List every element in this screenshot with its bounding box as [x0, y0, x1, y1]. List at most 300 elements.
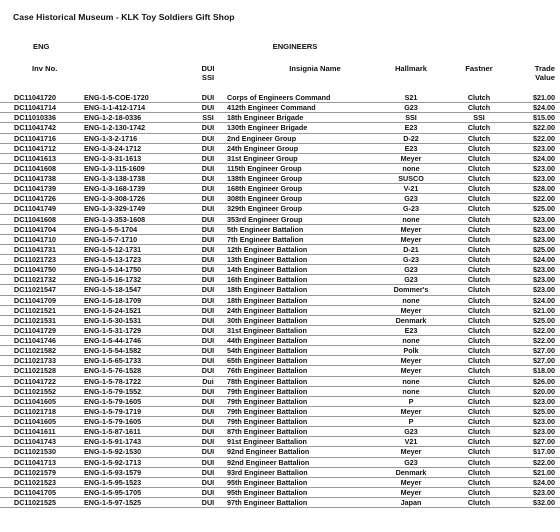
column-header-hallmark: Hallmark — [394, 64, 428, 73]
inv-number-cell: DC11021547 — [14, 285, 56, 295]
sku-cell: ENG-1-5-24-1521 — [84, 305, 142, 315]
hallmark-cell: Meyer — [400, 477, 422, 487]
fastener-cell: Clutch — [467, 244, 491, 254]
inv-number-cell: DC11041714 — [14, 103, 56, 113]
inv-number-cell: DC11021530 — [14, 447, 56, 457]
fastener-cell: Clutch — [467, 346, 491, 356]
sku-cell: ENG-1-5-79-1552 — [84, 386, 142, 396]
fastener-cell: Clutch — [467, 295, 491, 305]
insignia-type-cell: DUI — [201, 325, 215, 335]
inv-number-cell: DC11041605 — [14, 396, 56, 406]
fastener-cell: Clutch — [467, 163, 491, 173]
hallmark-cell: V-21 — [403, 184, 419, 194]
insignia-type-cell: DUI — [201, 255, 215, 264]
table-row — [0, 265, 560, 275]
inv-number-cell: DC11041743 — [14, 437, 56, 447]
fastener-cell: Clutch — [467, 234, 491, 244]
insignia-name-cell: 5th Engineer Battalion — [227, 224, 304, 234]
inv-number-cell: DC11041746 — [14, 336, 56, 345]
insignia-name-cell: Corps of Engineers Command — [227, 93, 331, 102]
column-header-fastener: Fastner — [465, 64, 493, 73]
hallmark-cell: Meyer — [400, 224, 422, 234]
hallmark-cell: Denmark — [395, 467, 427, 477]
fastener-cell: Clutch — [467, 376, 491, 386]
inv-number-cell: DC11041608 — [14, 214, 56, 224]
inv-number-cell: DC11041608 — [14, 163, 56, 173]
fastener-cell: Clutch — [467, 153, 491, 163]
fastener-cell: Clutch — [467, 325, 491, 335]
trade-value-cell: $25.00 — [533, 315, 555, 325]
inv-number-cell: DC11041739 — [14, 184, 56, 194]
insignia-name-cell: 412th Engineer Command — [227, 103, 316, 113]
fastener-cell: Clutch — [467, 336, 491, 345]
column-header-type: DUI SSI — [201, 64, 215, 82]
fastener-cell: Clutch — [467, 487, 491, 497]
fastener-cell: Clutch — [467, 427, 491, 437]
table-row — [0, 134, 560, 144]
inv-number-cell: DC11041713 — [14, 457, 56, 467]
fastener-cell: Clutch — [467, 406, 491, 416]
trade-value-cell: $22.00 — [533, 133, 555, 143]
inv-number-cell: DC11021718 — [14, 406, 56, 416]
inv-number-cell: DC11041605 — [14, 417, 56, 426]
fastener-cell: Clutch — [467, 498, 491, 507]
insignia-name-cell: 2nd Engineer Group — [227, 133, 297, 143]
fastener-cell: Clutch — [467, 224, 491, 234]
inv-number-cell: DC11021723 — [14, 255, 56, 264]
hallmark-cell: none — [402, 163, 420, 173]
sku-cell: ENG-1-5-18-1547 — [84, 285, 142, 295]
sku-cell: ENG-1-3-308-1726 — [84, 194, 146, 204]
insignia-type-cell: DUI — [201, 103, 215, 113]
hallmark-cell: P — [408, 396, 414, 406]
trade-value-cell: $21.00 — [533, 93, 555, 102]
insignia-name-cell: 78th Engineer Battalion — [227, 376, 308, 386]
hallmark-cell: Denmark — [395, 315, 427, 325]
sku-cell: ENG-1-5-92-1530 — [84, 447, 142, 457]
insignia-type-cell: DUI — [201, 315, 215, 325]
sku-cell: ENG-1-3-329-1749 — [84, 204, 146, 214]
hallmark-cell: P — [408, 417, 414, 426]
hallmark-cell: SSI — [405, 113, 417, 123]
hallmark-cell: G23 — [404, 194, 418, 204]
sku-cell: ENG-1-3-31-1613 — [84, 153, 142, 163]
fastener-cell: Clutch — [467, 315, 491, 325]
inv-number-cell: DC11041738 — [14, 174, 56, 183]
hallmark-cell: Meyer — [400, 305, 422, 315]
table-row — [0, 346, 560, 356]
insignia-type-cell: DUI — [201, 153, 215, 163]
inv-number-cell: DC11041613 — [14, 153, 56, 163]
insignia-type-cell: DUI — [201, 467, 215, 477]
inv-number-cell: DC11041722 — [14, 376, 56, 386]
table-row — [0, 275, 560, 285]
inv-number-cell: DC11021525 — [14, 498, 56, 507]
trade-value-cell: $22.00 — [533, 457, 555, 467]
insignia-name-cell: 18th Engineer Battalion — [227, 295, 308, 305]
inv-number-cell: DC11021582 — [14, 346, 56, 356]
trade-value-cell: $21.00 — [533, 467, 555, 477]
hallmark-cell: none — [402, 376, 420, 386]
inv-number-cell: DC11041712 — [14, 143, 56, 153]
table-row — [0, 468, 560, 478]
table-row — [0, 427, 560, 437]
hallmark-cell: G23 — [404, 265, 418, 275]
insignia-type-cell: DUI — [201, 244, 215, 254]
insignia-name-cell: 18th Engineer Battalion — [227, 285, 308, 295]
hallmark-cell: V21 — [404, 437, 418, 447]
insignia-name-cell: 65th Engineer Battalion — [227, 356, 308, 366]
table-row — [0, 447, 560, 457]
hallmark-cell: Meyer — [400, 153, 422, 163]
insignia-type-cell: DUI — [201, 133, 215, 143]
trade-value-cell: $24.00 — [533, 477, 555, 487]
sku-cell: ENG-1-5-7-1710 — [84, 234, 138, 244]
trade-value-cell: $23.00 — [533, 487, 555, 497]
insignia-type-cell: DUI — [201, 336, 215, 345]
insignia-name-cell: 54th Engineer Battalion — [227, 346, 308, 356]
inv-number-cell: DC11041726 — [14, 194, 56, 204]
insignia-type-cell: DUI — [201, 275, 215, 285]
fastener-cell: Clutch — [467, 417, 491, 426]
trade-value-cell: $23.00 — [533, 396, 555, 406]
insignia-name-cell: 92nd Engineer Battalion — [227, 457, 310, 467]
table-row — [0, 458, 560, 468]
insignia-type-cell: DUI — [201, 234, 215, 244]
trade-value-cell: $23.00 — [533, 163, 555, 173]
table-row — [0, 93, 560, 103]
insignia-type-cell: DUI — [201, 93, 215, 102]
fastener-cell: Clutch — [467, 103, 491, 113]
insignia-type-cell: DUI — [201, 285, 215, 295]
hallmark-cell: S21 — [404, 93, 418, 102]
insignia-type-cell: DUI — [201, 143, 215, 153]
sku-cell: ENG-1-5-79-1605 — [84, 396, 142, 406]
insignia-name-cell: 79th Engineer Battalion — [227, 396, 308, 406]
hallmark-cell: none — [402, 386, 420, 396]
insignia-type-cell: Dui — [202, 376, 214, 386]
trade-value-cell: $27.00 — [533, 437, 555, 447]
insignia-name-cell: 14th Engineer Battalion — [227, 265, 308, 275]
inv-number-cell: DC11041749 — [14, 204, 56, 214]
insignia-name-cell: 87th Engineer Battalion — [227, 427, 308, 437]
hallmark-cell: Meyer — [400, 487, 422, 497]
hallmark-cell: none — [402, 336, 420, 345]
fastener-cell: Clutch — [467, 93, 491, 102]
table-row — [0, 225, 560, 235]
insignia-type-cell: DUI — [201, 457, 215, 467]
column-header-price: Trade Value — [534, 64, 555, 82]
inv-number-cell: DC11021732 — [14, 275, 56, 285]
fastener-cell: Clutch — [467, 123, 491, 133]
sku-cell: ENG-1-5-12-1731 — [84, 244, 142, 254]
sku-cell: ENG-1-5-79-1605 — [84, 417, 142, 426]
sku-cell: ENG-1-3-2-1716 — [84, 133, 138, 143]
section-code: ENG — [33, 42, 50, 51]
insignia-name-cell: 329th Engineer Group — [227, 204, 303, 214]
trade-value-cell: $23.00 — [533, 275, 555, 285]
hallmark-cell: G-23 — [403, 204, 419, 214]
inv-number-cell: DC11041705 — [14, 487, 56, 497]
trade-value-cell: $27.00 — [533, 346, 555, 356]
insignia-name-cell: 91st Engineer Battalion — [227, 437, 307, 447]
table-row — [0, 235, 560, 245]
trade-value-cell: $23.00 — [533, 285, 555, 295]
table-row — [0, 387, 560, 397]
sku-cell: ENG-1-5-COE-1720 — [84, 93, 149, 102]
insignia-name-cell: 308th Engineer Group — [227, 194, 303, 204]
insignia-name-cell: 79th Engineer Battalion — [227, 406, 308, 416]
inv-number-cell: DC11021531 — [14, 315, 56, 325]
fastener-cell: Clutch — [467, 174, 491, 183]
trade-value-cell: $22.00 — [533, 123, 555, 133]
column-header-inv: Inv No. — [32, 64, 58, 73]
fastener-cell: Clutch — [467, 204, 491, 214]
column-header-name: Insignia Name — [289, 64, 341, 73]
table-row — [0, 296, 560, 306]
inv-number-cell: DC11041731 — [14, 244, 56, 254]
table-row — [0, 316, 560, 326]
inv-number-cell: DC11041742 — [14, 123, 56, 133]
insignia-type-cell: DUI — [201, 174, 215, 183]
insignia-name-cell: 138th Engineer Group — [227, 174, 303, 183]
page-title: Case Historical Museum - KLK Toy Soldiers Gift Shop — [13, 12, 235, 22]
insignia-name-cell: 16th Engineer Battalion — [227, 275, 308, 285]
section-title: ENGINEERS — [272, 42, 318, 51]
insignia-name-cell: 353rd Engineer Group — [227, 214, 303, 224]
trade-value-cell: $17.00 — [533, 447, 555, 457]
insignia-type-cell: DUI — [201, 366, 215, 376]
table-row — [0, 366, 560, 376]
insignia-name-cell: 13th Engineer Battalion — [227, 255, 308, 264]
insignia-type-cell: DUI — [201, 487, 215, 497]
trade-value-cell: $23.00 — [533, 234, 555, 244]
fastener-cell: Clutch — [467, 467, 491, 477]
inv-number-cell: DC11021523 — [14, 477, 56, 487]
insignia-type-cell: DUI — [201, 295, 215, 305]
trade-value-cell: $27.00 — [533, 356, 555, 366]
hallmark-cell: Meyer — [400, 406, 422, 416]
insignia-name-cell: 93rd Engineer Battalion — [227, 467, 308, 477]
insignia-name-cell: 79th Engineer Battalion — [227, 386, 308, 396]
trade-value-cell: $24.00 — [533, 295, 555, 305]
trade-value-cell: $24.00 — [533, 153, 555, 163]
trade-value-cell: $26.00 — [533, 376, 555, 386]
sku-cell: ENG-1-5-79-1719 — [84, 406, 142, 416]
sku-cell: ENG-1-2-18-0336 — [84, 113, 142, 123]
table-row — [0, 285, 560, 295]
table-row — [0, 478, 560, 488]
table-row — [0, 488, 560, 498]
insignia-name-cell: 95th Engineer Battalion — [227, 477, 308, 487]
trade-value-cell: $32.00 — [533, 498, 555, 507]
insignia-type-cell: DUI — [201, 417, 215, 426]
sku-cell: ENG-1-5-93-1579 — [84, 467, 142, 477]
table-row — [0, 194, 560, 204]
table-row — [0, 164, 560, 174]
fastener-cell: Clutch — [467, 457, 491, 467]
insignia-name-cell: 97th Engineer Battalion — [227, 498, 308, 507]
sku-cell: ENG-1-5-18-1709 — [84, 295, 142, 305]
sku-cell: ENG-1-5-16-1732 — [84, 275, 142, 285]
hallmark-cell: Meyer — [400, 356, 422, 366]
sku-cell: ENG-1-5-95-1705 — [84, 487, 142, 497]
inv-number-cell: DC11021552 — [14, 386, 56, 396]
table-row — [0, 215, 560, 225]
sku-cell: ENG-1-3-138-1738 — [84, 174, 146, 183]
table-row — [0, 377, 560, 387]
hallmark-cell: Meyer — [400, 366, 422, 376]
fastener-cell: Clutch — [467, 194, 491, 204]
inv-number-cell: DC11021521 — [14, 305, 56, 315]
table-row — [0, 113, 560, 123]
inv-number-cell: DC11021579 — [14, 467, 56, 477]
trade-value-cell: $22.00 — [533, 325, 555, 335]
fastener-cell: Clutch — [467, 396, 491, 406]
hallmark-cell: Meyer — [400, 234, 422, 244]
trade-value-cell: $23.00 — [533, 143, 555, 153]
hallmark-cell: Japan — [400, 498, 422, 507]
fastener-cell: Clutch — [467, 477, 491, 487]
insignia-type-cell: DUI — [201, 356, 215, 366]
trade-value-cell: $23.00 — [533, 224, 555, 234]
inv-number-cell: DC11041704 — [14, 224, 56, 234]
insignia-name-cell: 79th Engineer Battalion — [227, 417, 308, 426]
trade-value-cell: $23.00 — [533, 174, 555, 183]
fastener-cell: Clutch — [467, 285, 491, 295]
table-row — [0, 184, 560, 194]
insignia-type-cell: DUI — [201, 437, 215, 447]
trade-value-cell: $18.00 — [533, 366, 555, 376]
table-row — [0, 356, 560, 366]
insignia-type-cell: DUI — [201, 396, 215, 406]
hallmark-cell: SUSCO — [398, 174, 424, 183]
fastener-cell: Clutch — [467, 305, 491, 315]
insignia-type-cell: DUI — [201, 498, 215, 507]
table-row — [0, 144, 560, 154]
hallmark-cell: E23 — [404, 325, 418, 335]
trade-value-cell: $24.00 — [533, 255, 555, 264]
insignia-name-cell: 30th Engineer Battalion — [227, 315, 308, 325]
trade-value-cell: $21.00 — [533, 305, 555, 315]
fastener-cell: Clutch — [467, 133, 491, 143]
insignia-type-cell: DUI — [201, 123, 215, 133]
table-row — [0, 498, 560, 508]
insignia-type-cell: DUI — [201, 214, 215, 224]
sku-cell: ENG-1-5-54-1582 — [84, 346, 142, 356]
table-row — [0, 306, 560, 316]
sku-cell: ENG-1-3-115-1609 — [84, 163, 145, 173]
trade-value-cell: $15.00 — [533, 113, 555, 123]
table-row — [0, 103, 560, 113]
table-row — [0, 326, 560, 336]
table-row — [0, 174, 560, 184]
fastener-cell: Clutch — [467, 366, 491, 376]
trade-value-cell: $23.00 — [533, 265, 555, 275]
insignia-name-cell: 92nd Engineer Battalion — [227, 447, 310, 457]
table-row — [0, 245, 560, 255]
fastener-cell: Clutch — [467, 275, 491, 285]
insignia-name-cell: 168th Engineer Group — [227, 184, 303, 194]
hallmark-cell: G23 — [404, 427, 418, 437]
trade-value-cell: $25.00 — [533, 406, 555, 416]
fastener-cell: Clutch — [467, 255, 491, 264]
sku-cell: ENG-1-3-168-1739 — [84, 184, 146, 194]
hallmark-cell: Meyer — [400, 447, 422, 457]
sku-cell: ENG-1-3-353-1608 — [84, 214, 146, 224]
inventory-table — [0, 93, 560, 508]
trade-value-cell: $23.00 — [533, 417, 555, 426]
trade-value-cell: $22.00 — [533, 336, 555, 345]
sku-cell: ENG-1-5-13-1723 — [84, 255, 142, 264]
inv-number-cell: DC11041716 — [14, 133, 56, 143]
insignia-name-cell: 18th Engineer Brigade — [227, 113, 304, 123]
insignia-type-cell: DUI — [201, 224, 215, 234]
insignia-name-cell: 76th Engineer Battalion — [227, 366, 308, 376]
hallmark-cell: G23 — [404, 275, 418, 285]
inv-number-cell: DC11021528 — [14, 366, 56, 376]
sku-cell: ENG-1-5-44-1746 — [84, 336, 142, 345]
hallmark-cell: Polk — [403, 346, 419, 356]
sku-cell: ENG-1-5-91-1743 — [84, 437, 142, 447]
sku-cell: ENG-1-5-31-1729 — [84, 325, 142, 335]
table-row — [0, 255, 560, 265]
trade-value-cell: $23.00 — [533, 214, 555, 224]
inv-number-cell: DC11041709 — [14, 295, 56, 305]
inv-number-cell: DC11041710 — [14, 234, 56, 244]
hallmark-cell: D-21 — [403, 244, 419, 254]
sku-cell: ENG-1-5-92-1713 — [84, 457, 142, 467]
trade-value-cell: $23.00 — [533, 427, 555, 437]
table-row — [0, 397, 560, 407]
hallmark-cell: G-23 — [403, 255, 419, 264]
insignia-type-cell: SSI — [202, 113, 214, 123]
hallmark-cell: none — [402, 214, 420, 224]
inv-number-cell: DC11041611 — [14, 427, 56, 437]
insignia-name-cell: 24th Engineer Group — [227, 143, 299, 153]
insignia-name-cell: 130th Engineer Brigade — [227, 123, 308, 133]
hallmark-cell: G23 — [404, 457, 418, 467]
fastener-cell: Clutch — [467, 356, 491, 366]
table-row — [0, 336, 560, 346]
sku-cell: ENG-1-5-14-1750 — [84, 265, 142, 275]
insignia-type-cell: DUI — [201, 427, 215, 437]
inv-number-cell: DC11021733 — [14, 356, 56, 366]
inv-number-cell: DC11041729 — [14, 325, 56, 335]
sku-cell: ENG-1-5-5-1704 — [84, 224, 138, 234]
insignia-name-cell: 31st Engineer Group — [227, 153, 298, 163]
fastener-cell: Clutch — [467, 447, 491, 457]
table-row — [0, 407, 560, 417]
hallmark-cell: E23 — [404, 123, 418, 133]
fastener-cell: Clutch — [467, 265, 491, 275]
sku-cell: ENG-1-5-65-1733 — [84, 356, 142, 366]
sku-cell: ENG-1-2-130-1742 — [84, 123, 146, 133]
fastener-cell: SSI — [473, 113, 485, 123]
sku-cell: ENG-1-5-78-1722 — [84, 376, 142, 386]
insignia-name-cell: 115th Engineer Group — [227, 163, 302, 173]
trade-value-cell: $24.00 — [533, 103, 555, 113]
sku-cell: ENG-1-5-97-1525 — [84, 498, 142, 507]
table-row — [0, 437, 560, 447]
inv-number-cell: DC11010336 — [14, 113, 56, 123]
trade-value-cell: $20.00 — [533, 386, 555, 396]
insignia-type-cell: DUI — [201, 194, 215, 204]
sku-cell: ENG-1-3-24-1712 — [84, 143, 142, 153]
insignia-name-cell: 31st Engineer Battalion — [227, 325, 307, 335]
insignia-type-cell: DUI — [201, 477, 215, 487]
insignia-name-cell: 44th Engineer Battalion — [227, 336, 308, 345]
